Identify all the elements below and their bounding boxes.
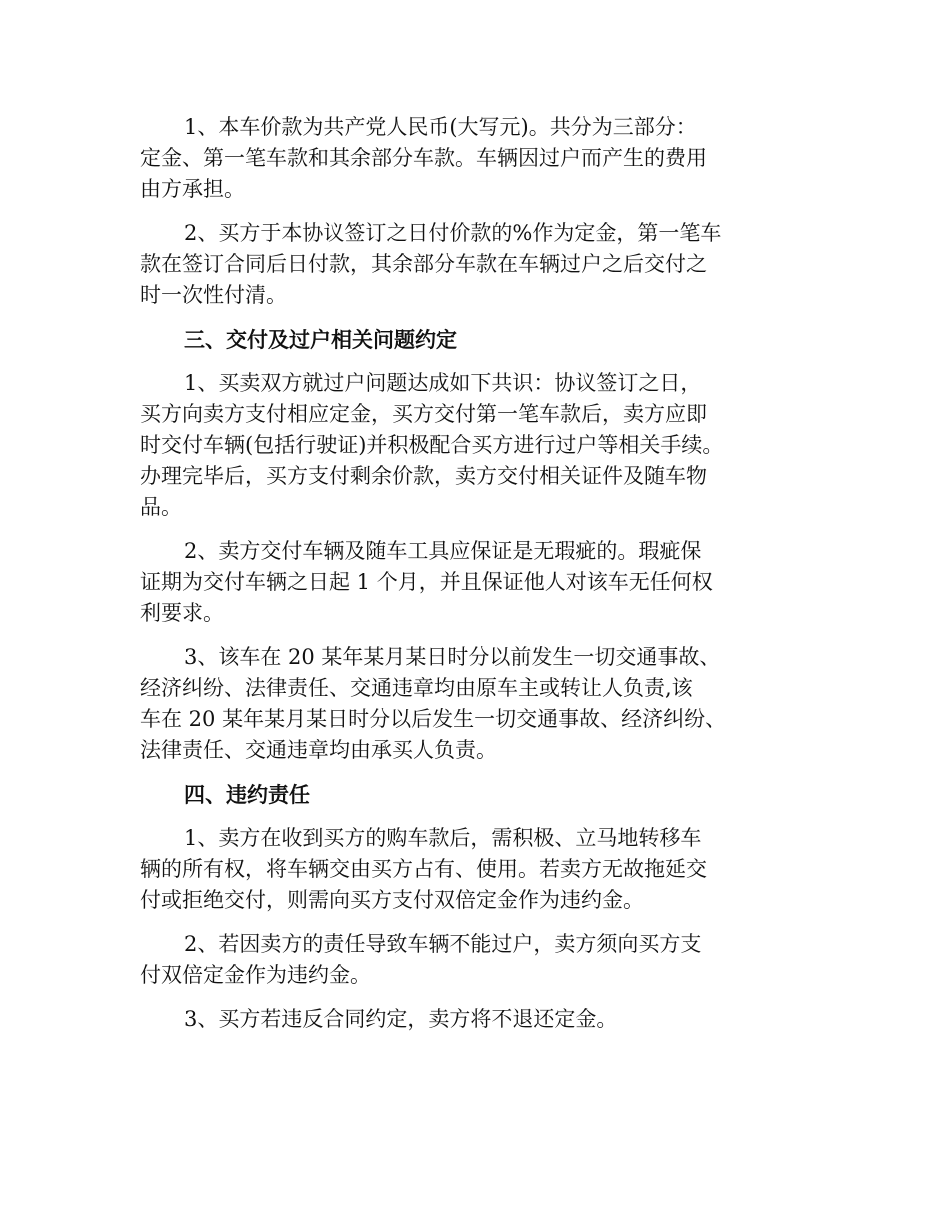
text-line: 付或拒绝交付，则需向买方支付双倍定金作为违约金。 — [140, 888, 644, 912]
text-line: 1、卖方在收到买方的购车款后，需积极、立马地转移车 — [184, 826, 702, 850]
text-line: 2、买方于本协议签订之日付价款的%作为定金，第一笔车 — [184, 221, 722, 245]
text-line: 2、若因卖方的责任导致车辆不能过户，卖方须向买方支 — [184, 932, 702, 956]
transfer-consensus-paragraph — [140, 368, 812, 523]
text-line: 3、该车在 20 某年某月某日时分以前发生一切交通事故、 — [184, 645, 721, 669]
text-line: 1、本车价款为共产党人民币(大写元)。共分为三部分： — [184, 115, 697, 139]
document-page — [140, 112, 812, 1048]
liability-date-paragraph — [140, 642, 812, 766]
warranty-paragraph — [140, 536, 812, 629]
text-line: 2、卖方交付车辆及随车工具应保证是无瑕疵的。瑕疵保 — [184, 539, 702, 563]
seller-obligation-paragraph — [140, 823, 812, 916]
text-line: 3、买方若违反合同约定，卖方将不退还定金。 — [184, 1007, 618, 1031]
text-line: 经济纠纷、法律责任、交通违章均由原车主或转让人负责,该 — [140, 676, 693, 700]
text-line: 利要求。 — [140, 601, 224, 625]
text-line: 证期为交付车辆之日起 1 个月，并且保证他人对该车无任何权 — [140, 570, 713, 594]
text-line: 由方承担。 — [140, 177, 245, 201]
text-line: 时一次性付清。 — [140, 283, 287, 307]
section-heading-breach: 四、违约责任 — [184, 782, 310, 807]
text-line: 辆的所有权，将车辆交由买方占有、使用。若卖方无故拖延交 — [140, 857, 707, 881]
section-heading-delivery: 三、交付及过户相关问题约定 — [184, 327, 457, 352]
text-line: 办理完毕后，买方支付剩余价款，卖方交付相关证件及随车物 — [140, 464, 707, 488]
buyer-breach-paragraph — [140, 1004, 812, 1035]
text-line: 1、买卖双方就过户问题达成如下共识：协议签订之日， — [184, 371, 702, 395]
transfer-failure-paragraph — [140, 929, 812, 991]
payment-clause-paragraph — [140, 218, 812, 311]
price-clause-paragraph — [140, 112, 812, 205]
text-line: 时交付车辆(包括行驶证)并积极配合买方进行过户等相关手续。 — [140, 433, 724, 457]
text-line: 定金、第一笔车款和其余部分车款。车辆因过户而产生的费用 — [140, 146, 707, 170]
text-line: 品。 — [140, 495, 182, 519]
text-line: 款在签订合同后日付款，其余部分车款在车辆过户之后交付之 — [140, 252, 707, 276]
text-line: 付双倍定金作为违约金。 — [140, 963, 371, 987]
text-line: 法律责任、交通违章均由承买人负责。 — [140, 738, 497, 762]
text-line: 买方向卖方支付相应定金，买方交付第一笔车款后，卖方应即 — [140, 402, 707, 426]
text-line: 车在 20 某年某月某日时分以后发生一切交通事故、经济纠纷、 — [140, 707, 727, 731]
